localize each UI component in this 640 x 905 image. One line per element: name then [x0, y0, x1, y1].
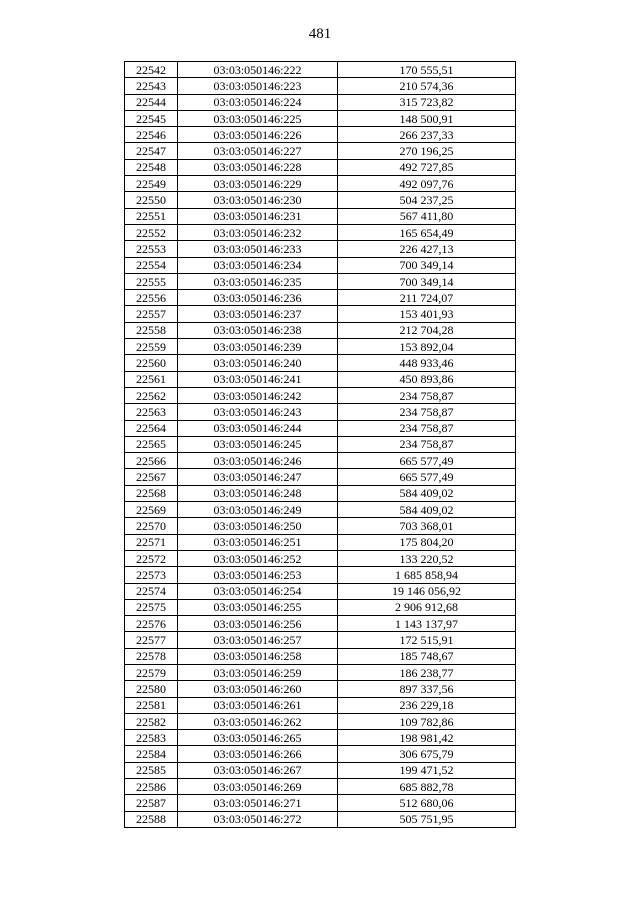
cadastral-value-cell: 492 727,85 [338, 159, 516, 175]
table-row [125, 746, 516, 762]
table-row [125, 730, 516, 746]
cadastral-value-cell: 211 724,07 [338, 290, 516, 306]
row-number-cell: 22585 [125, 762, 178, 778]
cadastral-value-cell: 109 782,86 [338, 713, 516, 729]
table-row [125, 762, 516, 778]
cadastral-value-cell: 165 654,49 [338, 224, 516, 240]
table-row [125, 224, 516, 240]
cadastral-number-cell: 03:03:050146:240 [178, 355, 338, 371]
table-row [125, 648, 516, 664]
table-row [125, 518, 516, 534]
row-number-cell: 22583 [125, 730, 178, 746]
cadastral-number-cell: 03:03:050146:223 [178, 78, 338, 94]
row-number-cell: 22545 [125, 110, 178, 126]
table-row [125, 681, 516, 697]
cadastral-value-cell: 266 237,33 [338, 127, 516, 143]
table-row [125, 208, 516, 224]
row-number-cell: 22587 [125, 795, 178, 811]
cadastral-number-cell: 03:03:050146:224 [178, 94, 338, 110]
cadastral-number-cell: 03:03:050146:222 [178, 62, 338, 78]
cadastral-number-cell: 03:03:050146:228 [178, 159, 338, 175]
row-number-cell: 22542 [125, 62, 178, 78]
cadastral-value-cell: 492 097,76 [338, 176, 516, 192]
table-row [125, 62, 516, 78]
cadastral-number-cell: 03:03:050146:249 [178, 502, 338, 518]
cadastral-value-cell: 567 411,80 [338, 208, 516, 224]
cadastral-value-cell: 700 349,14 [338, 273, 516, 289]
cadastral-value-cell: 703 368,01 [338, 518, 516, 534]
table-row [125, 616, 516, 632]
row-number-cell: 22567 [125, 469, 178, 485]
table-row [125, 502, 516, 518]
row-number-cell: 22588 [125, 811, 178, 827]
cadastral-value-cell: 584 409,02 [338, 502, 516, 518]
row-number-cell: 22574 [125, 583, 178, 599]
table-row [125, 306, 516, 322]
table-row [125, 632, 516, 648]
table-row [125, 697, 516, 713]
cadastral-number-cell: 03:03:050146:255 [178, 599, 338, 615]
row-number-cell: 22547 [125, 143, 178, 159]
cadastral-number-cell: 03:03:050146:234 [178, 257, 338, 273]
cadastral-value-cell: 2 906 912,68 [338, 599, 516, 615]
cadastral-number-cell: 03:03:050146:244 [178, 420, 338, 436]
cadastral-number-cell: 03:03:050146:259 [178, 664, 338, 680]
cadastral-value-cell: 175 804,20 [338, 534, 516, 550]
row-number-cell: 22568 [125, 485, 178, 501]
row-number-cell: 22543 [125, 78, 178, 94]
cadastral-number-cell: 03:03:050146:232 [178, 224, 338, 240]
row-number-cell: 22544 [125, 94, 178, 110]
row-number-cell: 22554 [125, 257, 178, 273]
table-row [125, 387, 516, 403]
cadastral-value-cell: 212 704,28 [338, 322, 516, 338]
cadastral-number-cell: 03:03:050146:272 [178, 811, 338, 827]
row-number-cell: 22572 [125, 550, 178, 566]
row-number-cell: 22551 [125, 208, 178, 224]
cadastral-value-cell: 504 237,25 [338, 192, 516, 208]
cadastral-value-cell: 153 401,93 [338, 306, 516, 322]
cadastral-number-cell: 03:03:050146:265 [178, 730, 338, 746]
row-number-cell: 22546 [125, 127, 178, 143]
cadastral-value-cell: 665 577,49 [338, 453, 516, 469]
table-row [125, 159, 516, 175]
table-row [125, 322, 516, 338]
row-number-cell: 22562 [125, 387, 178, 403]
table-row [125, 143, 516, 159]
cadastral-value-cell: 234 758,87 [338, 420, 516, 436]
cadastral-value-cell: 19 146 056,92 [338, 583, 516, 599]
cadastral-value-cell: 185 748,67 [338, 648, 516, 664]
row-number-cell: 22571 [125, 534, 178, 550]
cadastral-number-cell: 03:03:050146:250 [178, 518, 338, 534]
cadastral-number-cell: 03:03:050146:271 [178, 795, 338, 811]
table-row [125, 78, 516, 94]
cadastral-value-cell: 448 933,46 [338, 355, 516, 371]
table-row [125, 534, 516, 550]
row-number-cell: 22582 [125, 713, 178, 729]
table-row [125, 436, 516, 452]
cadastral-number-cell: 03:03:050146:254 [178, 583, 338, 599]
table-row [125, 192, 516, 208]
cadastral-number-cell: 03:03:050146:236 [178, 290, 338, 306]
table-row [125, 583, 516, 599]
table-row [125, 127, 516, 143]
cadastral-value-cell: 315 723,82 [338, 94, 516, 110]
table-row [125, 110, 516, 126]
cadastral-number-cell: 03:03:050146:257 [178, 632, 338, 648]
cadastral-number-cell: 03:03:050146:245 [178, 436, 338, 452]
cadastral-number-cell: 03:03:050146:256 [178, 616, 338, 632]
cadastral-value-cell: 170 555,51 [338, 62, 516, 78]
cadastral-number-cell: 03:03:050146:266 [178, 746, 338, 762]
cadastral-value-cell: 270 196,25 [338, 143, 516, 159]
cadastral-value-cell: 700 349,14 [338, 257, 516, 273]
cadastral-value-cell: 897 337,56 [338, 681, 516, 697]
cadastral-value-cell: 236 229,18 [338, 697, 516, 713]
cadastral-value-cell: 148 500,91 [338, 110, 516, 126]
cadastral-number-cell: 03:03:050146:239 [178, 339, 338, 355]
row-number-cell: 22575 [125, 599, 178, 615]
cadastral-number-cell: 03:03:050146:242 [178, 387, 338, 403]
table-row [125, 241, 516, 257]
table-row [125, 599, 516, 615]
cadastral-value-cell: 153 892,04 [338, 339, 516, 355]
row-number-cell: 22566 [125, 453, 178, 469]
cadastral-value-cell: 512 680,06 [338, 795, 516, 811]
cadastral-value-cell: 199 471,52 [338, 762, 516, 778]
table-row [125, 339, 516, 355]
cadastral-number-cell: 03:03:050146:252 [178, 550, 338, 566]
row-number-cell: 22569 [125, 502, 178, 518]
table-row [125, 795, 516, 811]
cadastral-value-cell: 234 758,87 [338, 404, 516, 420]
table-row [125, 273, 516, 289]
table-row [125, 550, 516, 566]
table-row [125, 176, 516, 192]
row-number-cell: 22570 [125, 518, 178, 534]
row-number-cell: 22555 [125, 273, 178, 289]
row-number-cell: 22565 [125, 436, 178, 452]
cadastral-number-cell: 03:03:050146:251 [178, 534, 338, 550]
table-row [125, 355, 516, 371]
cadastral-number-cell: 03:03:050146:238 [178, 322, 338, 338]
cadastral-number-cell: 03:03:050146:253 [178, 567, 338, 583]
table-row [125, 404, 516, 420]
cadastral-number-cell: 03:03:050146:226 [178, 127, 338, 143]
cadastral-value-cell: 1 685 858,94 [338, 567, 516, 583]
cadastral-number-cell: 03:03:050146:269 [178, 779, 338, 795]
table-row [125, 811, 516, 827]
row-number-cell: 22548 [125, 159, 178, 175]
cadastral-number-cell: 03:03:050146:235 [178, 273, 338, 289]
table-row [125, 290, 516, 306]
cadastral-number-cell: 03:03:050146:229 [178, 176, 338, 192]
row-number-cell: 22581 [125, 697, 178, 713]
row-number-cell: 22586 [125, 779, 178, 795]
cadastral-number-cell: 03:03:050146:247 [178, 469, 338, 485]
cadastral-value-cell: 210 574,36 [338, 78, 516, 94]
table-body [125, 62, 516, 828]
cadastral-value-cell: 450 893,86 [338, 371, 516, 387]
cadastral-number-cell: 03:03:050146:227 [178, 143, 338, 159]
row-number-cell: 22584 [125, 746, 178, 762]
table-row [125, 257, 516, 273]
row-number-cell: 22558 [125, 322, 178, 338]
cadastral-value-cell: 198 981,42 [338, 730, 516, 746]
cadastral-number-cell: 03:03:050146:230 [178, 192, 338, 208]
row-number-cell: 22549 [125, 176, 178, 192]
row-number-cell: 22564 [125, 420, 178, 436]
cadastral-value-cell: 685 882,78 [338, 779, 516, 795]
table-row [125, 713, 516, 729]
row-number-cell: 22553 [125, 241, 178, 257]
cadastral-number-cell: 03:03:050146:267 [178, 762, 338, 778]
cadastral-number-cell: 03:03:050146:248 [178, 485, 338, 501]
cadastral-value-cell: 234 758,87 [338, 436, 516, 452]
cadastral-number-cell: 03:03:050146:262 [178, 713, 338, 729]
table-row [125, 453, 516, 469]
row-number-cell: 22560 [125, 355, 178, 371]
row-number-cell: 22563 [125, 404, 178, 420]
row-number-cell: 22576 [125, 616, 178, 632]
table-row [125, 567, 516, 583]
table-row [125, 779, 516, 795]
cadastral-number-cell: 03:03:050146:246 [178, 453, 338, 469]
row-number-cell: 22577 [125, 632, 178, 648]
row-number-cell: 22550 [125, 192, 178, 208]
table-row [125, 371, 516, 387]
table-row [125, 664, 516, 680]
cadastral-number-cell: 03:03:050146:261 [178, 697, 338, 713]
cadastral-value-cell: 133 220,52 [338, 550, 516, 566]
cadastral-number-cell: 03:03:050146:241 [178, 371, 338, 387]
cadastral-value-cell: 505 751,95 [338, 811, 516, 827]
row-number-cell: 22552 [125, 224, 178, 240]
cadastral-number-cell: 03:03:050146:258 [178, 648, 338, 664]
row-number-cell: 22559 [125, 339, 178, 355]
table-row [125, 469, 516, 485]
page-number: 481 [308, 26, 332, 42]
cadastral-value-table [124, 61, 516, 828]
cadastral-number-cell: 03:03:050146:243 [178, 404, 338, 420]
row-number-cell: 22578 [125, 648, 178, 664]
cadastral-value-cell: 306 675,79 [338, 746, 516, 762]
table-row [125, 420, 516, 436]
row-number-cell: 22557 [125, 306, 178, 322]
cadastral-value-cell: 172 515,91 [338, 632, 516, 648]
cadastral-number-cell: 03:03:050146:233 [178, 241, 338, 257]
cadastral-number-cell: 03:03:050146:225 [178, 110, 338, 126]
row-number-cell: 22573 [125, 567, 178, 583]
cadastral-value-cell: 234 758,87 [338, 387, 516, 403]
table-row [125, 485, 516, 501]
cadastral-value-cell: 665 577,49 [338, 469, 516, 485]
cadastral-value-cell: 186 238,77 [338, 664, 516, 680]
row-number-cell: 22579 [125, 664, 178, 680]
table-row [125, 94, 516, 110]
row-number-cell: 22580 [125, 681, 178, 697]
cadastral-value-cell: 226 427,13 [338, 241, 516, 257]
cadastral-number-cell: 03:03:050146:260 [178, 681, 338, 697]
cadastral-number-cell: 03:03:050146:231 [178, 208, 338, 224]
row-number-cell: 22556 [125, 290, 178, 306]
cadastral-number-cell: 03:03:050146:237 [178, 306, 338, 322]
cadastral-value-cell: 1 143 137,97 [338, 616, 516, 632]
cadastral-value-cell: 584 409,02 [338, 485, 516, 501]
row-number-cell: 22561 [125, 371, 178, 387]
